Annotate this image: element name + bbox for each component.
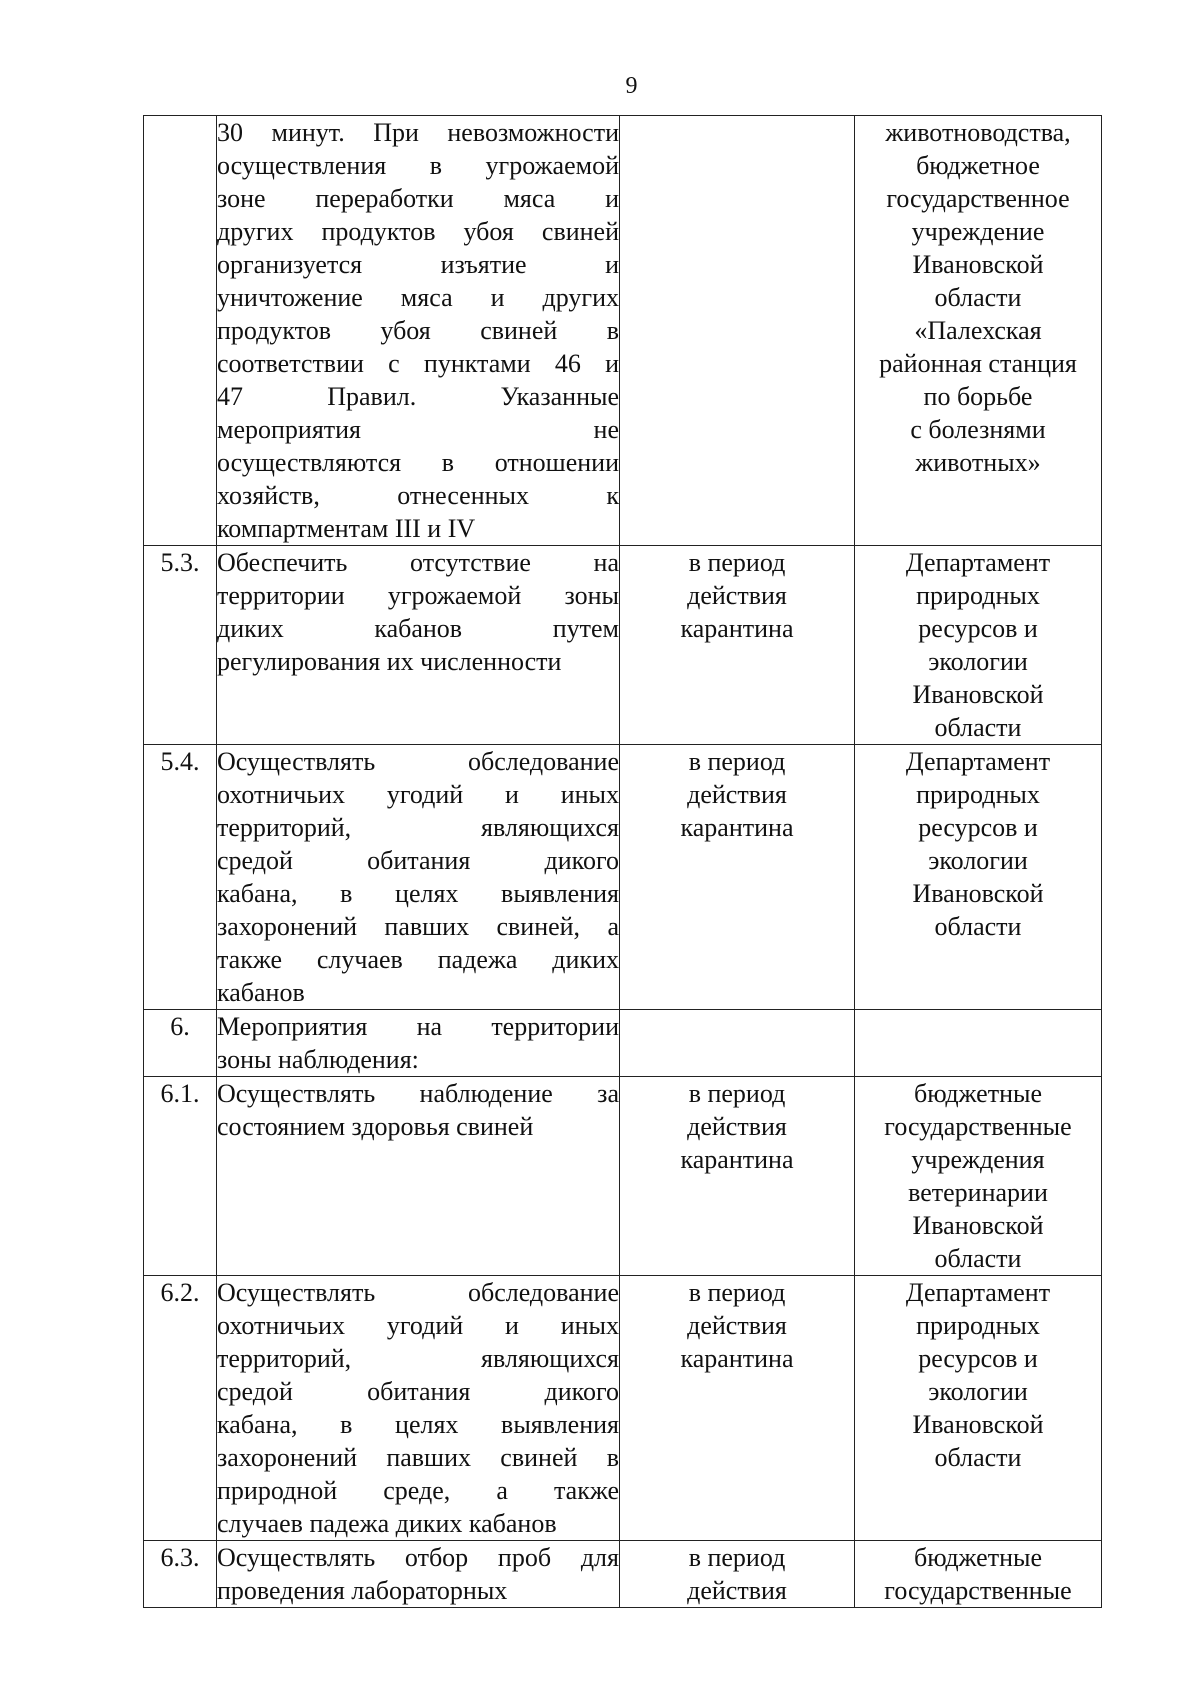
row-number: 6.2. [144, 1276, 217, 1541]
measure-text-line: Обеспечить отсутствие на [217, 548, 619, 577]
measure-text [217, 546, 620, 745]
measure-text-line: регулирования их численности [217, 647, 562, 676]
row-number: 6.3. [144, 1541, 217, 1608]
row-number: 6.1. [144, 1077, 217, 1276]
measure-text-line: зоне переработки мяса и [217, 184, 619, 213]
measure-text-line: Осуществлять обследование [217, 747, 619, 776]
responsible-party [855, 546, 1102, 745]
measure-text-line: кабанов [217, 978, 305, 1007]
table-row [144, 1276, 1102, 1541]
responsible-party [855, 745, 1102, 1010]
measure-text-line: случаев падежа диких кабанов [217, 1509, 557, 1538]
table-row [144, 745, 1102, 1010]
measure-text [217, 1010, 620, 1077]
responsible-party [855, 1010, 1102, 1077]
execution-term-text: в период действия карантина [680, 548, 794, 643]
measure-text-line: Осуществлять наблюдение за [217, 1079, 619, 1108]
execution-term-text: в период действия карантина [680, 1079, 794, 1174]
measure-text-line: средой обитания дикого [217, 846, 619, 875]
measure-text-line: уничтожение мяса и других [217, 283, 619, 312]
row-number: 6. [144, 1010, 217, 1077]
measure-text-line: средой обитания дикого [217, 1377, 619, 1406]
measure-text-line: зоны наблюдения: [217, 1045, 419, 1074]
execution-term [620, 116, 855, 546]
measure-text [217, 1276, 620, 1541]
measure-text-line: территорий, являющихся [217, 1344, 619, 1373]
measure-text-line: осуществляются в отношении [217, 448, 619, 477]
measures-table-body [144, 116, 1102, 1608]
execution-term-text: в период действия [687, 1543, 787, 1605]
measure-text [217, 745, 620, 1010]
execution-term [620, 1077, 855, 1276]
measure-text-line: других продуктов убоя свиней [217, 217, 619, 246]
measure-text-line: кабана, в целях выявления [217, 1410, 619, 1439]
measure-text-line: 30 минут. При невозможности [217, 118, 619, 147]
execution-term [620, 1276, 855, 1541]
measure-text-line: территории угрожаемой зоны [217, 581, 619, 610]
measure-text-line: 47 Правил. Указанные [217, 382, 619, 411]
table-row [144, 1077, 1102, 1276]
execution-term [620, 1010, 855, 1077]
measure-text-line: диких кабанов путем [217, 614, 619, 643]
responsible-party [855, 1077, 1102, 1276]
responsible-party-text: животноводства, бюджетное государственное учреждение Ивановской области «Палехская районная станция по борьбе с болезнями животных» [879, 118, 1077, 477]
measure-text-line: осуществления в угрожаемой [217, 151, 619, 180]
responsible-party-text: бюджетные государственные [884, 1543, 1072, 1605]
measure-text-line: мероприятия не [217, 415, 619, 444]
measure-text-line: захоронений павших свиней, а [217, 912, 619, 941]
execution-term-text: в период действия карантина [680, 747, 794, 842]
responsible-party-text: Департамент природных ресурсов и экологии Ивановской области [905, 548, 1051, 742]
measure-text-line: также случаев падежа диких [217, 945, 619, 974]
measure-text-line: соответствии с пунктами 46 и [217, 349, 619, 378]
measure-text-line: состоянием здоровья свиней [217, 1112, 534, 1141]
measures-table [143, 115, 1102, 1608]
execution-term [620, 745, 855, 1010]
measure-text-line: продуктов убоя свиней в [217, 316, 619, 345]
measure-text-line: кабана, в целях выявления [217, 879, 619, 908]
page-number: 9 [625, 73, 638, 99]
responsible-party-text: Департамент природных ресурсов и экологии Ивановской области [905, 747, 1051, 941]
table-row [144, 546, 1102, 745]
responsible-party-text: бюджетные государственные учреждения ветеринарии Ивановской области [884, 1079, 1072, 1273]
measure-text [217, 116, 620, 546]
row-number [144, 116, 217, 546]
measure-text-line: хозяйств, отнесенных к [217, 481, 619, 510]
measure-text-line: Осуществлять отбор проб для [217, 1543, 619, 1572]
measure-text-line: захоронений павших свиней в [217, 1443, 619, 1472]
measure-text-line: природной среде, а также [217, 1476, 619, 1505]
measure-text-line: проведения лабораторных [217, 1576, 508, 1605]
measure-text [217, 1541, 620, 1608]
measure-text [217, 1077, 620, 1276]
table-row [144, 1541, 1102, 1608]
measure-text-line: Осуществлять обследование [217, 1278, 619, 1307]
measure-text-line: территорий, являющихся [217, 813, 619, 842]
execution-term-text: в период действия карантина [680, 1278, 794, 1373]
table-row [144, 1010, 1102, 1077]
execution-term [620, 546, 855, 745]
measure-text-line: Мероприятия на территории [217, 1012, 619, 1041]
row-number: 5.4. [144, 745, 217, 1010]
table-row [144, 116, 1102, 546]
responsible-party [855, 116, 1102, 546]
measure-text-line: охотничьих угодий и иных [217, 780, 619, 809]
measure-text-line: охотничьих угодий и иных [217, 1311, 619, 1340]
row-number: 5.3. [144, 546, 217, 745]
responsible-party [855, 1541, 1102, 1608]
measure-text-line: организуется изъятие и [217, 250, 619, 279]
responsible-party-text: Департамент природных ресурсов и экологии Ивановской области [905, 1278, 1051, 1472]
measure-text-line: компартментам III и IV [217, 514, 476, 543]
execution-term [620, 1541, 855, 1608]
responsible-party [855, 1276, 1102, 1541]
